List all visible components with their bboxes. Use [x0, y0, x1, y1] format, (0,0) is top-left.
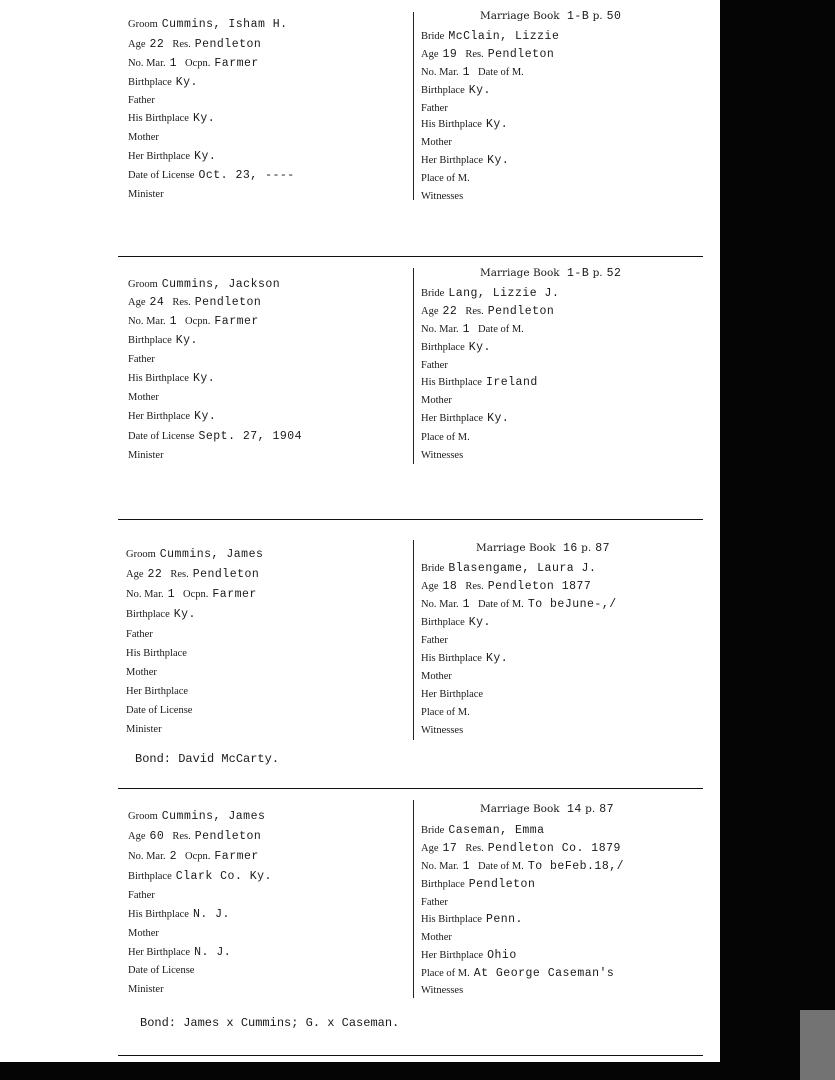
divider-2 — [118, 519, 703, 520]
bond-note: Bond: James x Cummins; G. x Caseman. — [140, 1016, 400, 1030]
bond-note: Bond: David McCarty. — [135, 752, 280, 766]
groom-name: Cummins, James — [159, 548, 264, 561]
groom-name: Cummins, James — [161, 810, 266, 823]
bride-name: Blasengame, Laura J. — [448, 562, 597, 575]
right-scan-border — [720, 0, 835, 1080]
bride-name: Lang, Lizzie J. — [448, 287, 560, 300]
groom-name: Cummins, Jackson — [161, 278, 281, 291]
divider-3 — [118, 788, 703, 789]
divider-1 — [118, 256, 703, 257]
scan-noise — [800, 1010, 835, 1080]
marriage-record-2: Groom Cummins, Jackson Age 24 Res. Pendleton No. Mar. 1 Ocpn. Farmer Birthplace Ky. Father His Birthplace Ky. Mother Her Birthplace Ky. Date of License Sept. 27, 1904 Minister Marriage Book 1-B p. 52 Bride Lang, Lizzie J. Age 22 Res. Pendleton No. Mar. 1 Date of M. Birthplace Ky. Father His Birthplace Ireland Mother Her Birthplace Ky. Place of M. Witnesses — [118, 268, 703, 468]
bride-name: McClain, Lizzie — [448, 30, 560, 43]
marriage-record-3: Groom Cummins, James Age 22 Res. Pendleton No. Mar. 1 Ocpn. Farmer Birthplace Ky. Father His Birthplace Mother Her Birthplace Date of License Minister Marriage Book 16 p. 87 Bride Blasengame, Laura J. Age 18 Res. Pendleton 1877 No. Mar. 1 Date of M. To beJune-,/ Birthplace Ky. Father His Birthplace Ky. Mother Her Birthplace Place of M. Witnesses — [118, 540, 703, 740]
marriage-record-1: Groom Cummins, Isham H. Age 22 Res. Pendleton No. Mar. 1 Ocpn. Farmer Birthplace Ky. Father His Birthplace Ky. Mother Her Birthplace Ky. Date of License Oct. 23, ---- Minister Marriage Book 1-B p. 50 Bride McClain, Lizzie Age 19 Res. Pendleton No. Mar. 1 Date of M. Birthplace Ky. Father His Birthplace Ky. Mother Her Birthplace Ky. Place of M. Witnesses — [128, 10, 622, 202]
divider-4 — [118, 1055, 703, 1056]
bride-name: Caseman, Emma — [448, 824, 545, 837]
marriage-record-4: Groom Cummins, James Age 60 Res. Pendleton No. Mar. 2 Ocpn. Farmer Birthplace Clark Co. Ky. Father His Birthplace N. J. Mother Her Birthplace N. J. Date of License Minister Marriage Book 14 p. 87 Bride Caseman, Emma Age 17 Res. Pendleton Co. 1879 No. Mar. 1 Date of M. To beFeb.18,/ Birthplace Pendleton Father His Birthplace Penn. Mother Her Birthplace Ohio Place of M. At George Caseman's Witnesses — [118, 800, 703, 1000]
groom-name: Cummins, Isham H. — [161, 18, 288, 31]
bottom-scan-border — [0, 1062, 835, 1080]
